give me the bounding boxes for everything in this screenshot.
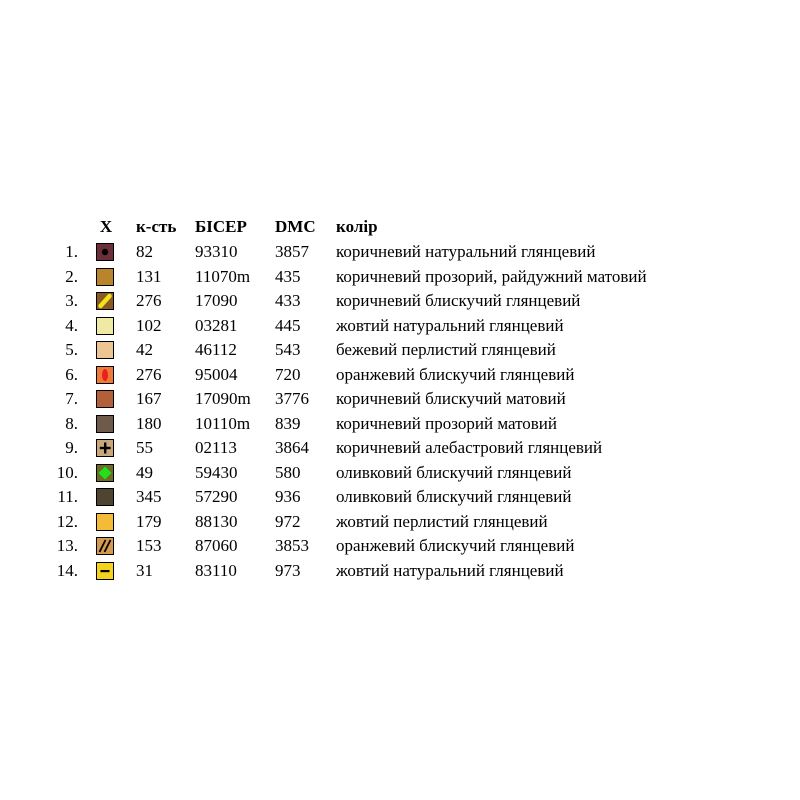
row-number: 8. [65,413,78,433]
bead-count: 131 [136,266,162,286]
row-number: 14. [56,560,78,580]
bead-count: 345 [136,487,162,506]
header-symbol: X [99,217,113,236]
dmc-code: 3776 [275,389,309,408]
dmc-code: 433 [275,291,301,310]
color-swatch [96,537,114,555]
color-swatch [96,390,114,408]
header-beads: БІСЕР [195,217,247,236]
row-number: 7. [65,389,78,408]
color-swatch [96,366,114,384]
dmc-code: 720 [275,364,301,384]
dmc-code: 580 [275,462,301,482]
dmc-code: 839 [275,413,301,433]
bead-count: 153 [136,536,162,555]
bead-code: 88130 [195,511,238,531]
bead-count: 180 [136,413,162,433]
color-description: жовтий натуральний глянцевий [336,315,564,335]
dmc-code: 435 [275,266,301,286]
red-oval-icon [97,367,113,383]
bead-code: 59430 [195,462,238,482]
color-description: жовтий натуральний глянцевий [336,560,564,580]
bead-code: 83110 [195,560,237,580]
color-description: оранжевий блискучий глянцевий [336,364,575,384]
legend-rows [0,240,800,583]
color-description: коричневий блискучий матовий [336,389,566,408]
color-swatch [96,513,114,531]
legend-row [0,534,800,559]
dmc-code: 3853 [275,536,309,555]
bead-count: 276 [136,291,162,310]
legend-row [0,240,800,265]
legend-row [0,461,800,486]
color-swatch [96,317,114,335]
dot-icon [97,244,113,260]
bead-count: 82 [136,242,153,261]
header-color: колір [336,217,378,236]
color-description: жовтий перлистий глянцевий [336,511,548,531]
bead-code: 93310 [195,242,238,261]
color-swatch [96,415,114,433]
legend-row [0,485,800,510]
color-description: оливковий блискучий глянцевий [336,487,572,506]
header-dmc: DMC [275,217,316,236]
bead-code: 17090m [195,389,251,408]
row-number: 3. [65,291,78,310]
dmc-code: 543 [275,340,301,359]
green-diamond-icon [97,465,113,481]
bead-code: 02113 [195,438,237,457]
color-description: оранжевий блискучий глянцевий [336,536,575,555]
row-number: 10. [56,462,78,482]
bead-count: 31 [136,560,153,580]
color-swatch [96,341,114,359]
color-swatch [96,562,114,580]
row-number: 12. [56,511,78,531]
color-swatch [96,464,114,482]
row-number: 11. [57,487,78,506]
color-description: оливковий блискучий глянцевий [336,462,572,482]
dmc-code: 3864 [275,438,309,457]
color-swatch [96,243,114,261]
dmc-code: 972 [275,511,301,531]
color-description: коричневий блискучий глянцевий [336,291,581,310]
legend-row [0,412,800,437]
dmc-code: 936 [275,487,301,506]
row-number: 2. [65,266,78,286]
bead-code: 95004 [195,364,238,384]
legend-row [0,436,800,461]
bead-code: 57290 [195,487,238,506]
bead-code: 11070m [195,266,251,286]
legend-row [0,314,800,339]
color-description: коричневий алебастровий глянцевий [336,438,603,457]
header-count: к-сть [136,217,177,236]
bead-count: 167 [136,389,162,408]
legend-row [0,289,800,314]
legend-row [0,265,800,290]
dmc-code: 3857 [275,242,309,261]
color-description: коричневий прозорий матовий [336,413,557,433]
bead-code: 46112 [195,340,237,359]
legend-row [0,559,800,584]
color-description: коричневий прозорий, райдужний матовий [336,266,647,286]
row-number: 1. [65,242,78,261]
bead-code: 17090 [195,291,238,310]
bead-code: 87060 [195,536,238,555]
bead-code: 10110m [195,413,251,433]
color-swatch [96,488,114,506]
legend-row [0,510,800,535]
bead-count: 42 [136,340,153,359]
color-description: бежевий перлистий глянцевий [336,340,556,359]
double-slash-icon [97,538,113,554]
color-description: коричневий натуральний глянцевий [336,242,596,261]
bead-count: 102 [136,315,162,335]
dmc-code: 445 [275,315,301,335]
bead-code: 03281 [195,315,238,335]
yellow-slash-icon [97,293,113,309]
bead-legend [0,214,800,583]
row-number: 4. [65,315,78,335]
row-number: 5. [65,340,78,359]
bead-count: 179 [136,511,162,531]
color-swatch [96,268,114,286]
dash-icon [97,563,113,579]
bead-count: 276 [136,364,162,384]
legend-row [0,387,800,412]
legend-header [0,214,800,240]
color-swatch [96,292,114,310]
bead-count: 55 [136,438,153,457]
color-swatch [96,439,114,457]
dmc-code: 973 [275,560,301,580]
legend-row [0,363,800,388]
plus-icon [97,440,113,456]
bead-count: 49 [136,462,153,482]
row-number: 13. [56,536,78,555]
row-number: 9. [65,438,78,457]
legend-row [0,338,800,363]
row-number: 6. [65,364,78,384]
